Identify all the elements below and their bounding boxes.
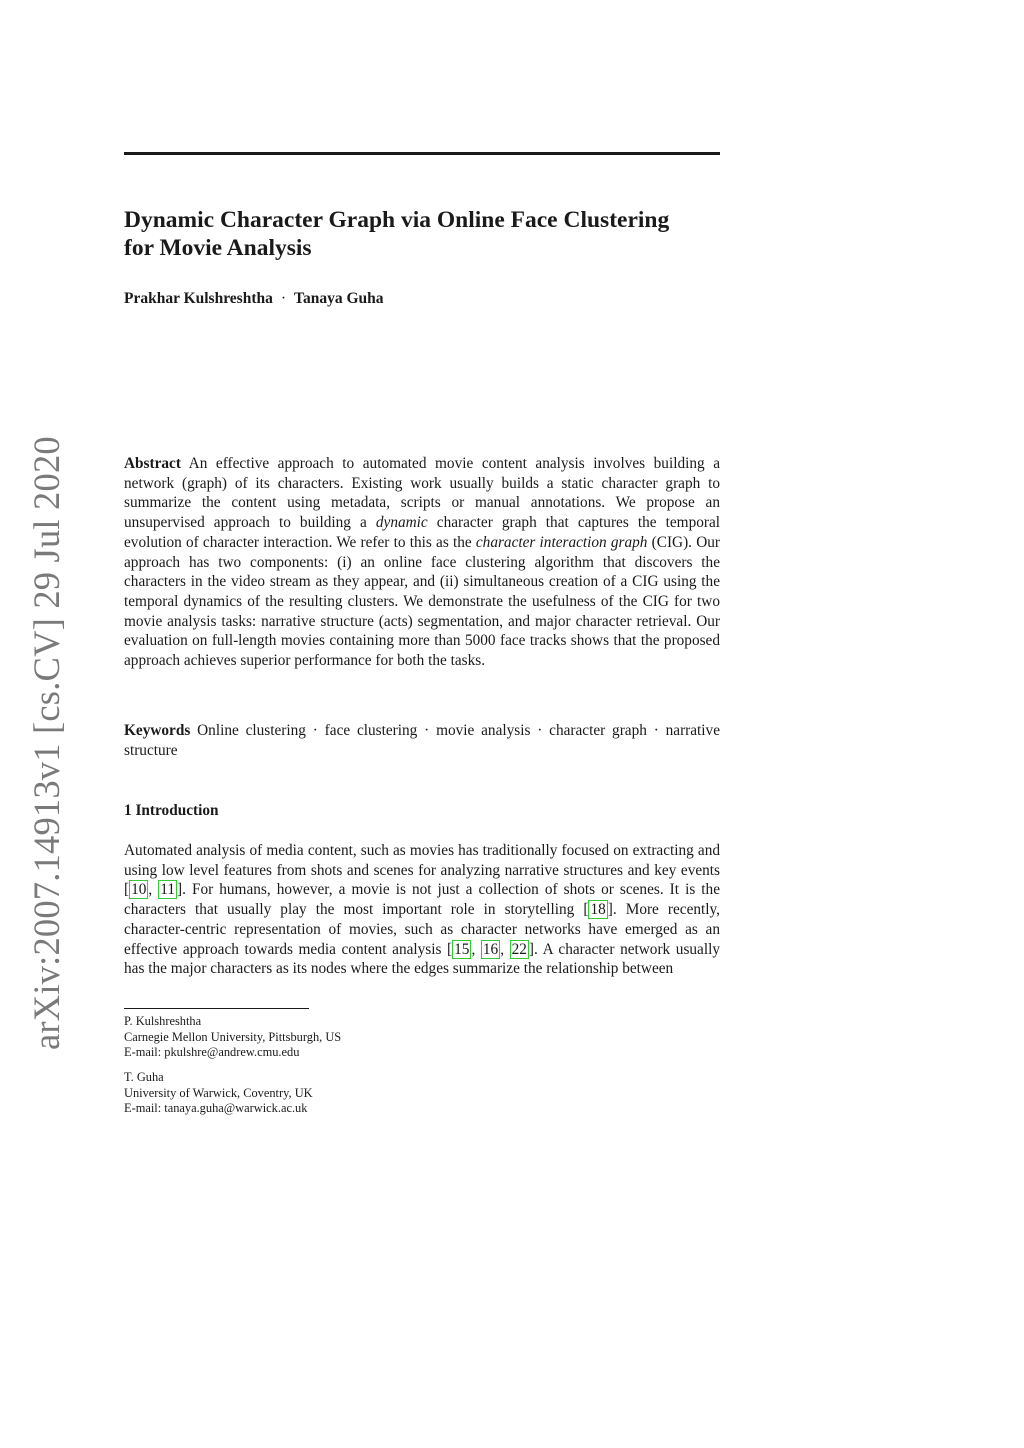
author-2: Tanaya Guha <box>294 290 384 307</box>
intro-text: ]. For humans, however, a movie is not just a collection of shots or scenes. It is the characters that usually play the most important role in storytelling [ <box>124 881 720 919</box>
footnote-affiliation: University of Warwick, Coventry, UK <box>124 1085 313 1100</box>
paper-title <box>124 206 724 262</box>
intro-text: , <box>471 940 481 958</box>
keywords <box>124 721 720 760</box>
citation-link-15[interactable]: 15 <box>454 940 470 958</box>
title-line-1: Dynamic Character Graph via Online Face Clustering <box>124 207 670 233</box>
abstract-text-3: (CIG). Our approach has two components: (i) an online face clustering algorithm that discovers the characters in the video stream as they appear, and (ii) simultaneous creation of a CIG using the temporal dynamics of the resulting clusters. We demonstrate the usefulness of the CIG for two movie analysis tasks: narrative structure (acts) segmentation, and major character retrieval. Our evaluation on full-length movies containing more than 5000 face tracks shows that the proposed approach achieves superior performance for both the tasks. <box>124 533 720 670</box>
section-heading: 1 Introduction <box>124 802 219 819</box>
footnote-name: T. Guha <box>124 1070 164 1084</box>
abstract-label: Abstract <box>124 455 181 472</box>
abstract <box>124 454 720 671</box>
citation-link-11[interactable]: 11 <box>160 881 176 899</box>
author-list <box>124 289 724 309</box>
intro-text: Automated analysis of media content, such as movies has traditionally focused on extracting and using low level features from shots and scenes for analyzing narrative structures and key events [ <box>124 842 720 899</box>
footnote-affiliation: Carnegie Mellon University, Pittsburgh, US <box>124 1029 342 1044</box>
intro-text: , <box>500 940 510 958</box>
title-line-2: for Movie Analysis <box>124 235 312 261</box>
footnote-name: P. Kulshreshtha <box>124 1014 202 1028</box>
author-separator: · <box>280 290 287 307</box>
intro-text: ]. More recently, character-centric representation of movies, such as character networks have emerged as an effective approach towards media content analysis [ <box>124 901 720 958</box>
abstract-text-2: character graph that captures the temporal evolution of character interaction. We refer to this as the <box>124 514 721 551</box>
keywords-text: Online clustering · face clustering · movie analysis · character graph · narrative structure <box>124 722 720 759</box>
intro-text: ]. A character network usually has the major characters as its nodes where the edges summarize the relationship between <box>124 940 720 978</box>
citation-link-18[interactable]: 18 <box>590 901 606 919</box>
citation-link-22[interactable]: 22 <box>511 940 527 958</box>
abstract-text-1: An effective approach to automated movie content analysis involves building a network (graph) of its characters. Existing work usually builds a static character graph to summarize the content using metadata, scripts or manual annotations. We propose an unsupervised approach to building a <box>124 455 720 532</box>
abstract-emphasis-cig: character interaction graph <box>475 533 648 551</box>
abstract-emphasis-dynamic: dynamic <box>375 514 428 532</box>
author-1: Prakhar Kulshreshtha <box>124 290 273 307</box>
arxiv-stamp: arXiv:2007.14913v1 [cs.CV] 29 Jul 2020 <box>26 436 67 1050</box>
footnote-email[interactable]: E-mail: tanaya.guha@warwick.ac.uk <box>124 1101 308 1115</box>
intro-text: , <box>148 881 159 899</box>
keywords-label: Keywords <box>124 722 191 739</box>
citation-link-10[interactable]: 10 <box>131 881 147 899</box>
footnote-email[interactable]: E-mail: pkulshre@andrew.cmu.edu <box>124 1045 300 1059</box>
citation-link-16[interactable]: 16 <box>482 940 499 958</box>
footnote-rule <box>124 1008 309 1009</box>
introduction-paragraph <box>124 841 720 979</box>
author-footnote-1 <box>124 1014 524 1061</box>
title-rule <box>124 152 720 155</box>
author-footnote-2 <box>124 1070 524 1117</box>
